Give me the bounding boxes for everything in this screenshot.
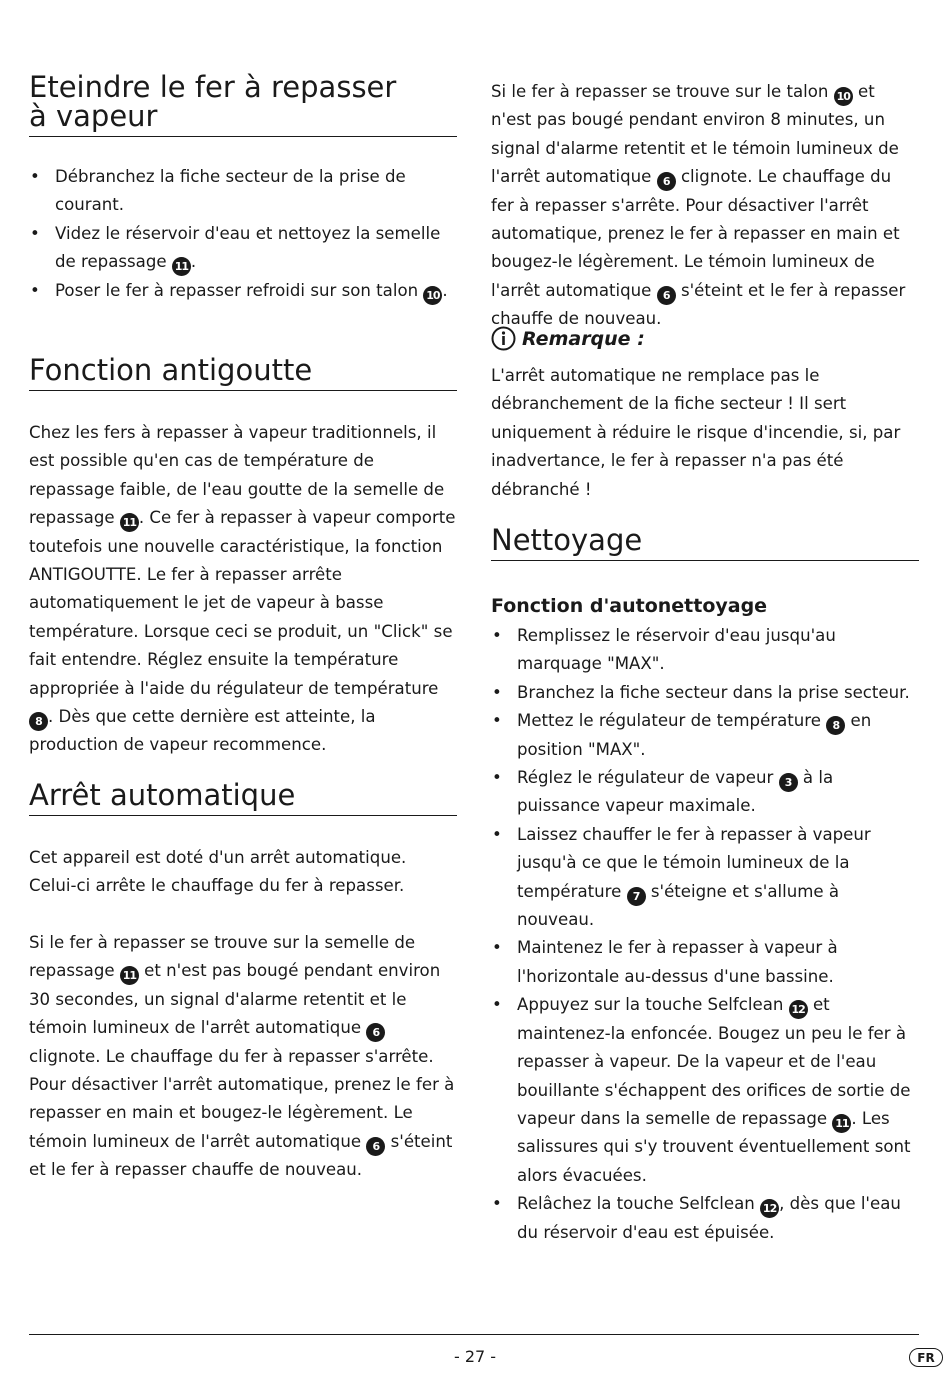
text: s'éteint et le fer à repasser chauffe de nouveau.: [491, 280, 906, 329]
text: Chez les fers à repasser à vapeur traditionnels, il est possible qu'en cas de température de repassage faible, de l'eau goutte de la semelle de repassage: [29, 423, 445, 528]
arret-paragraph-1: [29, 844, 457, 901]
footer-divider: [29, 1334, 919, 1335]
list-item-text: Mettez le régulateur de température: [517, 711, 821, 731]
list-item: • Mettez le régulateur de température 8 en position "MAX".: [492, 711, 872, 759]
subheading-autonettoyage: Fonction d'autonettoyage: [491, 595, 768, 617]
nettoyage-list: [491, 622, 919, 1247]
text: . Dès que cette dernière est atteinte, la production de vapeur recommence.: [29, 707, 376, 755]
ref-number: 10: [423, 286, 442, 305]
text: et n'est pas bougé pendant environ 30 secondes, un signal d'alarme retentit et le témoin lumineux de l'arrêt automatique: [29, 961, 441, 1038]
eteindre-list: [29, 163, 457, 305]
ref-number: 12: [789, 1000, 808, 1019]
heading-eteindre: [29, 70, 457, 137]
list-item: • Réglez le régulateur de vapeur 3 à la puissance vapeur maximale.: [492, 768, 834, 816]
ref-number: 11: [120, 513, 139, 532]
heading-antigoutte: Fonction antigoutte: [29, 356, 457, 391]
list-item-text: Maintenez le fer à repasser à vapeur à l'horizontale au-dessus d'une bassine.: [517, 938, 838, 986]
list-item-text: Réglez le régulateur de vapeur: [517, 768, 774, 788]
heading-line-2: à vapeur: [29, 99, 158, 133]
text: clignote. Le chauffage du fer à repasser s'arrête. Pour désactiver l'arrêt automatique, prenez le fer à repasser en main et bougez-le légèrement. Le témoin lumineux de l'arrêt automatique: [491, 167, 900, 300]
text: et n'est pas bougé pendant environ 8 minutes, un signal d'alarme retentit et le témoin lumineux de l'arrêt automatique: [491, 82, 899, 187]
ref-number: 12: [760, 1199, 779, 1218]
list-item-text: Poser le fer à repasser refroidi sur son talon: [55, 280, 419, 300]
ref-number: 10: [834, 87, 853, 106]
ref-number: 6: [366, 1023, 385, 1042]
info-icon: [491, 326, 516, 351]
heading-nettoyage: Nettoyage: [491, 526, 919, 561]
ref-number: 3: [779, 773, 798, 792]
list-item: • Laissez chauffer le fer à repasser à vapeur jusqu'à ce que le témoin lumineux de la température 7 s'éteigne et s'allume à nouveau.: [492, 824, 871, 930]
text: clignote. Le chauffage du fer à repasser s'arrête. Pour désactiver l'arrêt automatique, prenez le fer à repasser en main et bougez-le légèrement. Le témoin lumineux de l'arrêt automatique: [29, 1046, 455, 1151]
list-item-text: Débranchez la fiche secteur de la prise de courant.: [55, 167, 406, 215]
page-number: - 27 -: [453, 1347, 497, 1366]
list-item-text: Remplissez le réservoir d'eau jusqu'au marquage "MAX".: [517, 626, 836, 674]
ref-number: 7: [627, 887, 646, 906]
text: . Ce fer à repasser à vapeur comporte toutefois une nouvelle caractéristique, la fonction ANTIGOUTTE. Le fer à repasser arrête automatiquement le jet de vapeur à basse température. Lorsque ceci se produit, un "Click" se fait entendre. Réglez ensuite la température appropriée à l'aide du régulateur de température: [29, 508, 456, 698]
text: Si le fer à repasser se trouve sur le talon: [491, 82, 829, 101]
list-item-text: . Les salissures qui s'y trouvent éventuellement sont alors évacuées.: [517, 1108, 911, 1185]
ref-number: 11: [172, 257, 191, 276]
ref-number: 8: [826, 716, 845, 735]
heading-line-1: Eteindre le fer à repasser: [29, 70, 397, 104]
list-item-text: Laissez chauffer le fer à repasser à vapeur jusqu'à ce que le témoin lumineux de la température: [517, 824, 871, 901]
list-item-text: Videz le réservoir d'eau et nettoyez la semelle de repassage: [55, 223, 441, 272]
antigoutte-paragraph: [29, 419, 457, 760]
text: Si le fer à repasser se trouve sur la semelle de repassage: [29, 933, 416, 981]
list-item-text: à la puissance vapeur maximale.: [517, 768, 834, 816]
ref-number: 6: [657, 286, 676, 305]
list-item: • Branchez la fiche secteur dans la prise secteur.: [492, 682, 910, 702]
list-item-text: et maintenez-la enfoncée. Bougez un peu le fer à repasser à vapeur. De la vapeur et de l'eau bouillante s'échappent des orifices de sortie de vapeur dans la semelle de repassage: [517, 995, 911, 1128]
list-item: • Videz le réservoir d'eau et nettoyez la semelle de repassage 11 .: [29, 220, 457, 277]
list-item-text: en position "MAX".: [517, 711, 872, 759]
text: Cet appareil est doté d'un arrêt automatique. Celui-ci arrête le chauffage du fer à repasser.: [29, 848, 407, 896]
ref-number: 11: [832, 1114, 851, 1133]
heading-arret: Arrêt automatique: [29, 781, 457, 816]
list-item-text: .: [190, 252, 197, 272]
language-badge: FR: [909, 1348, 943, 1367]
text: s'éteint et le fer à repasser chauffe de nouveau.: [29, 1131, 453, 1180]
list-item-text: .: [442, 280, 448, 300]
ref-number: 6: [657, 172, 676, 191]
remarque-label: Remarque :: [522, 327, 645, 350]
arret-paragraph-2: [29, 929, 457, 1185]
remarque-paragraph: [491, 362, 919, 504]
list-item-text: Branchez la fiche secteur dans la prise secteur.: [517, 682, 910, 702]
remarque-heading: [491, 326, 645, 351]
text: L'arrêt automatique ne remplace pas le débranchement de la fiche secteur ! Il sert uniquement à réduire le risque d'incendie, si, par inadvertance, le fer à repasser n'a pas été débranché !: [491, 366, 901, 499]
list-item: • Débranchez la fiche secteur de la prise de courant.: [30, 167, 406, 215]
list-item: • Remplissez le réservoir d'eau jusqu'au marquage "MAX".: [492, 626, 836, 674]
list-item-text: s'éteigne et s'allume à nouveau.: [517, 881, 840, 930]
list-item: • Relâchez la touche Selfclean 12 , dès que l'eau du réservoir d'eau est épuisée.: [492, 1194, 901, 1242]
ref-number: 11: [120, 966, 139, 985]
ref-number: 6: [366, 1137, 385, 1156]
list-item: • Poser le fer à repasser refroidi sur son talon 10 .: [29, 277, 457, 305]
ref-number: 8: [29, 712, 48, 731]
list-item: • Appuyez sur la touche Selfclean 12 et maintenez-la enfoncée. Bougez un peu le fer à repasser à vapeur. De la vapeur et de l'eau bouillante s'échappent des orifices de sortie de vapeur dans la semelle de repassage 11 . Les salissures qui s'y trouvent éventuellement sont alors évacuées.: [492, 995, 911, 1185]
list-item-text: , dès que l'eau du réservoir d'eau est épuisée.: [517, 1194, 901, 1242]
list-item: • Maintenez le fer à repasser à vapeur à l'horizontale au-dessus d'une bassine.: [492, 938, 838, 986]
list-item-text: Relâchez la touche Selfclean: [517, 1194, 755, 1214]
list-item-text: Appuyez sur la touche Selfclean: [517, 995, 784, 1015]
talon-paragraph: [491, 78, 919, 334]
